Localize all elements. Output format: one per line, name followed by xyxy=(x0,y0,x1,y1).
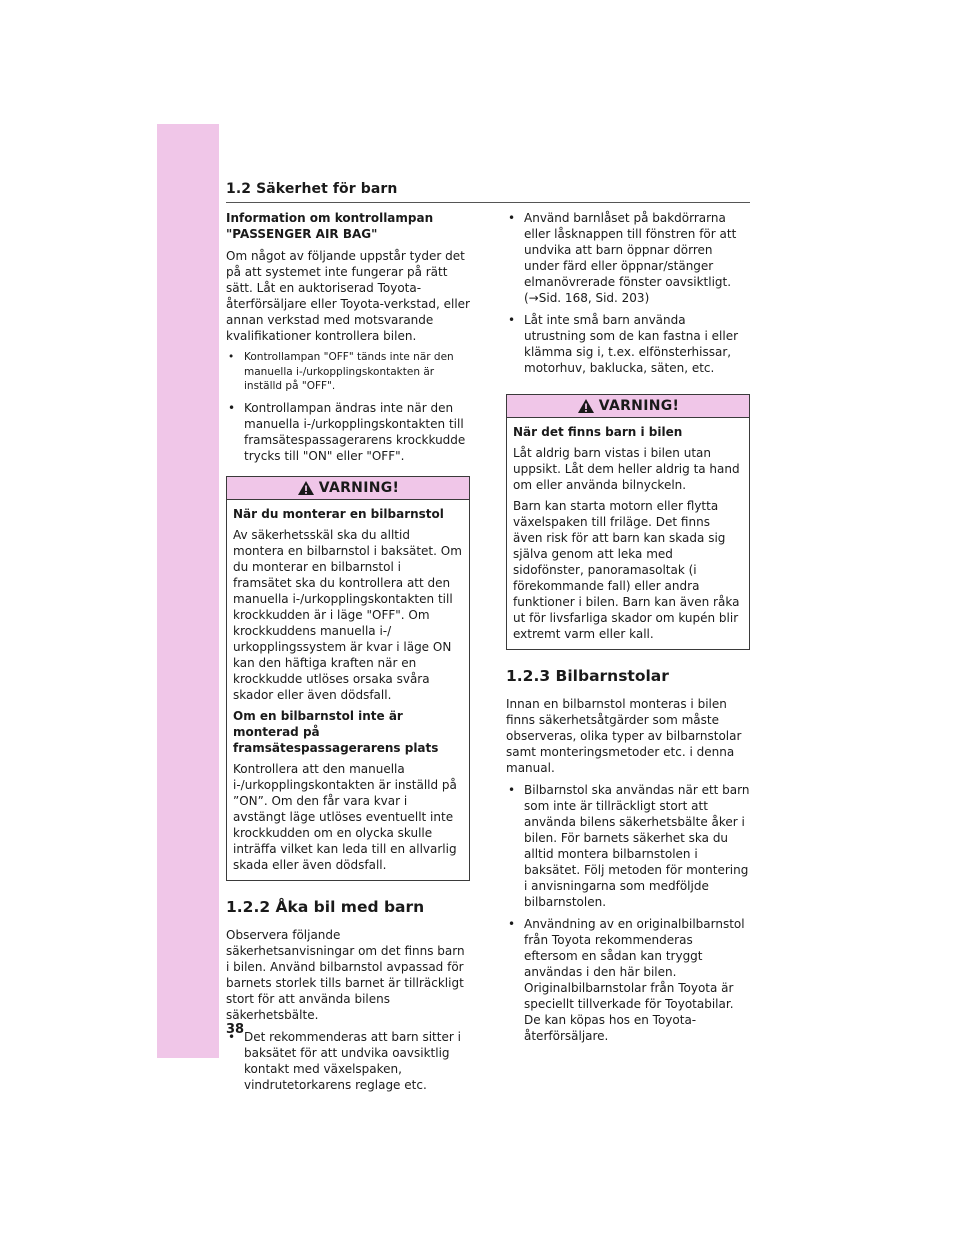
chapter-sidebar-tab xyxy=(157,124,219,1058)
right-column xyxy=(506,210,750,1050)
section-heading: 1.2.3 Bilbarnstolar xyxy=(506,667,669,685)
page-header xyxy=(226,178,750,203)
warning-paragraph: Kontrollera att den manuella i-/urkopplingskontakten är inställd på ”ON”. Om den får vara kvar i avstängt läge utlöses eventuellt inte krockkudden om en olycka skulle inträffa vilket kan leda till en allvarlig skada eller även dödsfall. xyxy=(233,761,457,872)
info-heading-line-1: Information om kontrollampan xyxy=(226,211,434,225)
warning-body xyxy=(227,500,469,880)
list-item: • Låt inte små barn använda utrustning som de kan fastna i eller klämma sig i, t.ex. elfönsterhissar, motorhuv, baklucka, säten, etc. xyxy=(506,312,750,376)
right-bullets xyxy=(506,210,750,376)
warning-box-children-in-car xyxy=(506,394,750,650)
warning-paragraph: Barn kan starta motorn eller flytta växelspaken till friläge. Det finns även risk för att barn kan skada sig själva genom att leka med sidofönster, panoramasoltak (i förekommande fall) eller andra funktioner i bilen. Barn kan även råka ut för livsfarliga skador om kupén blir extremt varm eller kall. xyxy=(513,499,740,641)
list-item: • Använd barnlåset på bakdörrarna eller låsknappen till fönstren för att undvika att barn öppnar dörren under färd eller öppnar/stänger elmanövrerade fönster oavsiktligt. (→Sid. 168, Sid. 203) xyxy=(506,210,750,306)
section-paragraph: Observera följande säkerhetsanvisningar om det finns barn i bilen. Använd bilbarnstol avpassad för barnets storlek tills barnet är tillräckligt stort för att använda bilens säkerhetsbälte. xyxy=(226,927,465,1022)
list-item: • Kontrollampan "OFF" tänds inte när den manuella i-/urkopplingskontakten är inställd på "OFF". xyxy=(226,350,470,394)
warning-paragraph: Av säkerhetsskäl ska du alltid montera en bilbarnstol i baksätet. Om du monterar en bilbarnstol i framsätet ska du kontrollera att den manuella i-/urkopplingskontakten till krockkudden är i läge "OFF". Om krockkuddens manuella i-/ urkopplingssystem är kvar i läge ON kan den häftiga kraften när en krockkudde utlöses orsaka svåra skador eller även dödsfall. xyxy=(233,527,462,702)
warning-title: VARNING! xyxy=(598,398,680,414)
info-paragraph: Om något av följande uppstår tyder det på att systemet inte fungerar på rätt sätt. Låt en auktoriserad Toyota-återförsäljare eller Toyota-verkstad, eller annan verkstad med motsvarande kvalifikationer kontrollera bilen. xyxy=(226,249,470,343)
list-item: • Det rekommenderas att barn sitter i baksätet för att undvika oavsiktlig kontakt med växelspaken, vindrutetorkarens reglage etc. xyxy=(226,1029,470,1093)
section-bullets xyxy=(506,782,750,1044)
warning-paragraph: Låt aldrig barn vistas i bilen utan uppsikt. Låt dem heller aldrig ta hand om eller använda bilnyckeln. xyxy=(513,446,740,492)
warning-header xyxy=(227,477,469,500)
warning-triangle-icon xyxy=(577,398,595,414)
header-title: 1.2 Säkerhet för barn xyxy=(226,181,398,197)
warning-header xyxy=(507,395,749,418)
warning-triangle-icon xyxy=(297,480,315,496)
warning-body xyxy=(507,418,749,649)
info-bullets-small xyxy=(226,350,470,394)
warning-title: VARNING! xyxy=(318,479,400,496)
info-heading xyxy=(226,210,470,242)
info-heading-line-2: "PASSENGER AIR BAG" xyxy=(226,227,378,241)
list-item: • Användning av en originalbilbarnstol från Toyota rekommenderas eftersom en sådan kan tryggt användas i den här bilen. Originalbilbarnstolar från Toyota är speciellt tillverkade för Toyotabilar. De kan köpas hos en Toyota-återförsäljare. xyxy=(506,916,750,1044)
warning-subhead: När det finns barn i bilen xyxy=(513,425,683,439)
section-paragraph: Innan en bilbarnstol monteras i bilen finns säkerhetsåtgärder som måste observeras, olika typer av bilbarnstolar samt monteringsmetoder etc. i denna manual. xyxy=(506,697,742,775)
warning-subhead: Om en bilbarnstol inte är monterad på framsätespassagerarens plats xyxy=(233,708,439,755)
list-item: • Kontrollampan ändras inte när den manuella i-/urkopplingskontakten till framsätespassagerarens krockkudde trycks till "ON" eller "OFF". xyxy=(226,400,470,464)
warning-subhead: När du monterar en bilbarnstol xyxy=(233,506,444,521)
section-bullets xyxy=(226,1029,470,1093)
info-bullets xyxy=(226,400,470,464)
section-heading: 1.2.2 Åka bil med barn xyxy=(226,897,425,916)
list-item: • Bilbarnstol ska användas när ett barn som inte är tillräckligt stort att använda bilens säkerhetsbälte åker i bilen. För barnets säkerhet ska du alltid montera bilbarnstolen i baksätet. Följ metoden för montering i anvisningarna som medföljde bilbarnstolen. xyxy=(506,782,750,910)
warning-box-child-seat xyxy=(226,476,470,881)
page-number: 38 xyxy=(226,1022,245,1037)
left-column xyxy=(226,210,470,1099)
